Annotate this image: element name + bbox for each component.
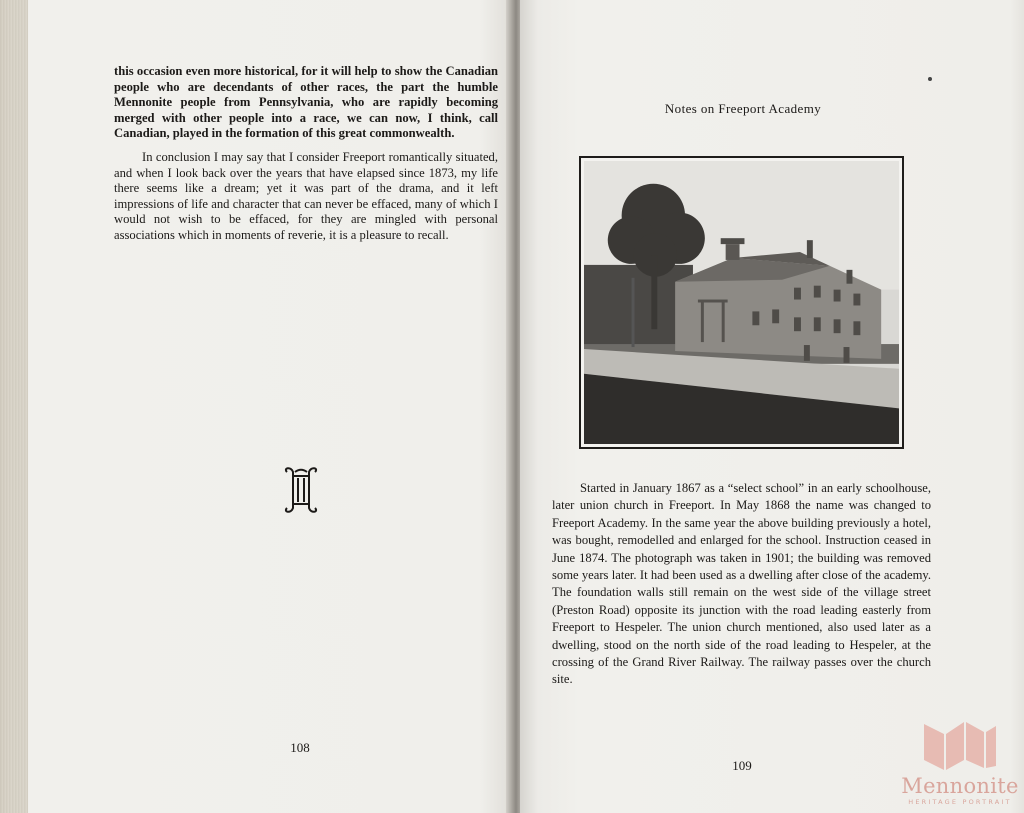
page-heading: Notes on Freeport Academy — [664, 101, 822, 116]
right-page-text — [552, 480, 931, 689]
mennonite-logo-icon — [900, 716, 1020, 776]
watermark-logo — [900, 716, 1020, 812]
page-number: 108 — [290, 740, 310, 755]
ornament-icon — [281, 466, 321, 514]
watermark-name: Mennonite — [901, 774, 1019, 798]
paragraph-closing-remarks: this occasion even more historical, for it will help to show the Canadian people who are decendants of other races, the part the humble Mennonite people from Pennsylvania, who are rapidly becoming merged with other people into a race, we can now, I think, call Canadian, played in the formation of this great commonwealth. — [114, 64, 498, 141]
photo-caption: Started in January 1867 as a “select school” in an early schoolhouse, later union church in Freeport. In May 1868 the name was changed to Freeport Academy. In the same year the above building previously a hotel, was bought, remodelled and enlarged for the school. Instruction ceased in June 1874. The photograph was taken in 1901; the building was removed some years later. It had been used as a dwelling after close of the academy. The foundation walls still remain on the west side of the village street (Preston Road) opposite its junction with the road leading easterly from Freeport to Hespeler. The union church mentioned, also used later as a dwelling, stood on the north side of the road leading to Hespeler, at the crossing of the Grand River Railway. The railway passes over the church site. — [552, 481, 931, 687]
academy-photograph — [579, 156, 904, 449]
page-number: 109 — [732, 758, 752, 773]
page-edges — [0, 0, 28, 813]
left-page-text — [114, 64, 498, 252]
paragraph-conclusion: In conclusion I may say that I consider Freeport romantically situated, and when I look back over the years that have elapsed since 1873, my life there seems like a dream; yet it was part of the drama, and it left impressions of life and character that can never be effaced, many of which I would not wish to be effaced, for they are mingled with personal associations which in moments of reverie, it is a pleasure to recall. — [114, 149, 498, 242]
watermark-subtitle: HERITAGE PORTRAIT — [908, 798, 1012, 806]
ink-speck — [928, 77, 932, 81]
